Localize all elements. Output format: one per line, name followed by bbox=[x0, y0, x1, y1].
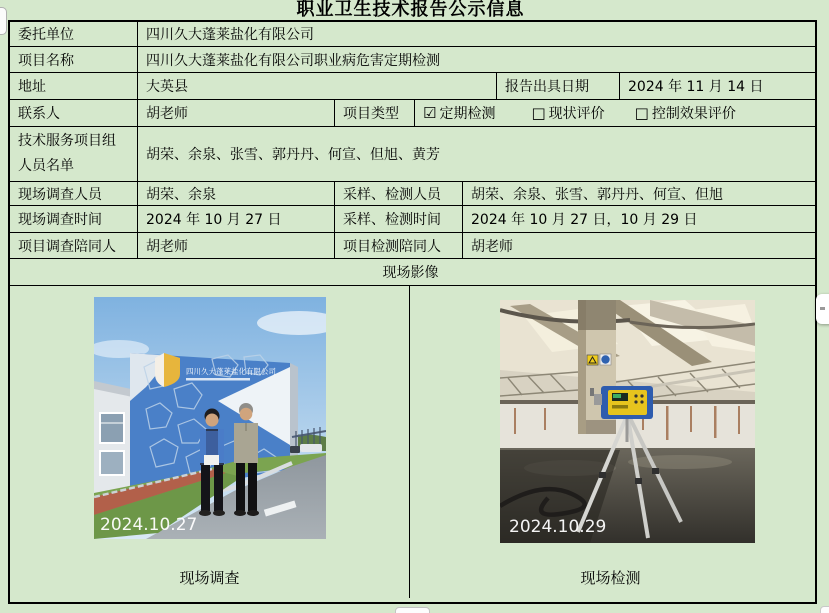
bottom-right-corner-piece[interactable] bbox=[820, 606, 829, 613]
row-media-header bbox=[10, 259, 815, 286]
option-control-effect-evaluation bbox=[635, 103, 736, 123]
testing-escort-value: 胡老师 bbox=[471, 238, 513, 255]
date-stamp: 2024.10.29 bbox=[509, 517, 607, 537]
bottom-scrollbar-piece[interactable] bbox=[395, 607, 430, 613]
row-escort bbox=[10, 233, 815, 259]
survey-escort-value: 胡老师 bbox=[138, 233, 335, 258]
row-survey-staff bbox=[10, 182, 815, 206]
client-label: 委托单位 bbox=[10, 22, 138, 46]
contact-value: 胡老师 bbox=[138, 100, 335, 126]
right-side-handle[interactable] bbox=[816, 294, 829, 324]
team-label: 技术服务项目组人员名单 bbox=[10, 127, 138, 181]
option-periodic-testing bbox=[423, 103, 495, 123]
report-date-label: 报告出具日期 bbox=[497, 73, 620, 99]
testing-photo bbox=[500, 300, 755, 543]
date-stamp: 2024.10.27 bbox=[100, 515, 198, 535]
survey-staff-label: 现场调查人员 bbox=[10, 182, 138, 205]
media-header: 现场影像 bbox=[382, 265, 439, 281]
project-value: 四川久大蓬莱盐化有限公司职业病危害定期检测 bbox=[146, 52, 440, 69]
survey-escort-label: 项目调查陪同人 bbox=[10, 233, 138, 258]
row-client bbox=[10, 22, 815, 47]
client-value: 四川久大蓬莱盐化有限公司 bbox=[146, 27, 314, 43]
survey-photo bbox=[94, 297, 326, 539]
unchecked-checkbox-icon: □ bbox=[634, 104, 649, 122]
survey-time-value: 2024 年 10 月 27 日 bbox=[138, 206, 335, 232]
info-table bbox=[8, 20, 817, 604]
row-team bbox=[10, 127, 815, 182]
survey-photo-caption: 现场调查 bbox=[179, 569, 240, 587]
address-value: 大英县 bbox=[138, 73, 497, 99]
contact-label: 联系人 bbox=[10, 100, 138, 126]
option-status-evaluation bbox=[531, 103, 604, 123]
testing-escort-label: 项目检测陪同人 bbox=[335, 233, 463, 258]
row-contact bbox=[10, 100, 815, 127]
project-type-options bbox=[415, 100, 811, 126]
row-address bbox=[10, 73, 815, 100]
sign-english-line bbox=[186, 378, 250, 381]
unchecked-checkbox-icon: □ bbox=[531, 104, 546, 122]
sampling-time-value: 2024 年 10 月 27 日，10 月 29 日 bbox=[471, 212, 698, 228]
page-title: 职业卫生技术报告公示信息 bbox=[296, 0, 525, 20]
row-project bbox=[10, 47, 815, 73]
option-label: 现状评价 bbox=[548, 106, 605, 122]
report-date-value: 2024 年 11 月 14 日 bbox=[628, 79, 764, 95]
testing-photo-cell bbox=[410, 286, 811, 598]
team-value: 胡荣、余泉、张雪、郭丹丹、何宣、但旭、黄芳 bbox=[146, 147, 440, 163]
option-label: 定期检测 bbox=[439, 106, 496, 122]
sampling-staff-label: 采样、检测人员 bbox=[335, 182, 463, 205]
survey-time-label: 现场调查时间 bbox=[10, 206, 138, 232]
row-survey-time bbox=[10, 206, 815, 233]
project-label: 项目名称 bbox=[10, 47, 138, 72]
testing-photo-caption: 现场检测 bbox=[580, 569, 641, 587]
sampling-staff-value: 胡荣、余泉、张雪、郭丹丹、何宣、但旭 bbox=[471, 186, 723, 203]
checked-checkbox-icon: ☑ bbox=[423, 104, 437, 122]
survey-photo-cell bbox=[10, 286, 410, 598]
survey-staff-value: 胡荣、余泉 bbox=[138, 182, 335, 205]
left-edge-panel-notch[interactable] bbox=[0, 7, 7, 35]
sampling-time-label: 采样、检测时间 bbox=[335, 206, 463, 232]
option-label: 控制效果评价 bbox=[651, 106, 736, 122]
address-label: 地址 bbox=[10, 73, 138, 99]
sign-company-name: 四川久大蓬莱盐化有限公司 bbox=[186, 367, 276, 376]
row-photos bbox=[10, 286, 815, 598]
project-type-label: 项目类型 bbox=[335, 100, 415, 126]
